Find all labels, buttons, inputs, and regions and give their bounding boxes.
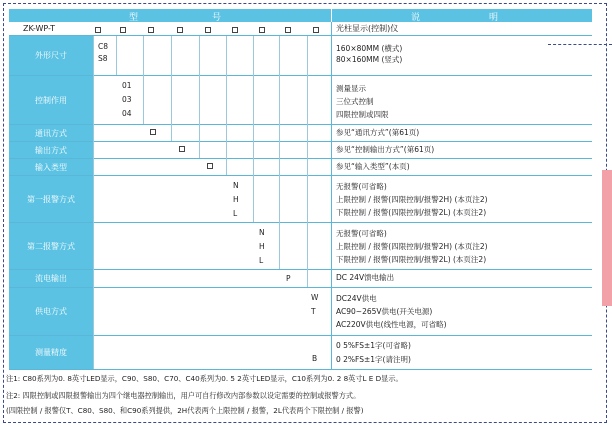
code-alarm1 xyxy=(233,179,239,221)
header-desc-char-2: 明 xyxy=(489,13,499,23)
header-desc-char-1: 说 xyxy=(411,13,421,23)
row-line xyxy=(9,75,592,76)
row-line xyxy=(9,287,592,288)
code-04: 04 xyxy=(122,109,132,118)
row-line xyxy=(9,269,592,270)
desc-line: 160×80MM (横式) xyxy=(336,44,403,53)
grid-line xyxy=(116,36,117,75)
grid-line xyxy=(253,36,254,222)
code-c8: C8 xyxy=(98,42,109,51)
grid-line xyxy=(199,36,200,158)
desc-line: 三位式控制 xyxy=(336,97,374,106)
grid-line xyxy=(226,36,227,175)
slot-box-3 xyxy=(148,27,154,33)
desc-alarm1 xyxy=(336,180,488,219)
comm-box xyxy=(150,129,156,135)
desc-line: DC24V供电 xyxy=(336,294,377,303)
grid-line xyxy=(143,36,144,124)
row-label-feed: 流电输出 xyxy=(9,270,93,287)
slot-box-8 xyxy=(285,27,291,33)
code-n: N xyxy=(233,181,239,190)
desc-comm: 参见“通讯方式”(第61页) xyxy=(336,128,420,137)
row-line xyxy=(9,175,592,176)
desc-alarm2 xyxy=(336,227,488,266)
side-tab xyxy=(602,170,612,306)
row-line xyxy=(9,369,592,370)
code-accuracy: B xyxy=(312,354,318,363)
code-01: 01 xyxy=(122,81,132,90)
desc-line: 上限控制 / 报警(四限控制/报警2H) (本页注2) xyxy=(336,195,488,204)
header-model xyxy=(9,9,331,22)
code-h: H xyxy=(233,195,239,204)
desc-line: 无报警(可省略) xyxy=(336,229,387,238)
row-label-input: 输入类型 xyxy=(9,159,93,175)
desc-line: 0 2%FS±1字(请注明) xyxy=(336,355,411,364)
header-model-char-2: 号 xyxy=(212,13,222,23)
row-label-size: 外形尺寸 xyxy=(9,36,93,75)
code-03: 03 xyxy=(122,95,132,104)
row-line xyxy=(9,35,592,36)
desc-line: 测量显示 xyxy=(336,84,366,93)
row-label-power: 供电方式 xyxy=(9,288,93,335)
desc-line: 四限控制或四限 xyxy=(336,110,389,119)
code-w: W xyxy=(311,293,319,302)
desc-line: 下限控制 / 报警(四限控制/报警2L) (本页注2) xyxy=(336,255,487,264)
note-1: 注1: C80系列为0. 8英寸LED显示，C90、S80、C70、C40系列为0. 5 2英寸LED显示，C10系列为0. 2 8英寸L E D显示。 xyxy=(6,374,403,383)
row-label-control: 控制作用 xyxy=(9,76,93,124)
desc-line: 无报警(可省略) xyxy=(336,182,387,191)
code-feed: P xyxy=(286,274,291,283)
slot-box-9 xyxy=(313,27,319,33)
model-code: ZK-WP-T xyxy=(23,24,56,33)
row-line xyxy=(9,124,592,125)
code-power xyxy=(311,291,318,319)
desc-line: 上限控制 / 报警(四限控制/报警2H) (本页注2) xyxy=(336,242,488,251)
grid-line xyxy=(279,36,280,269)
slot-box-7 xyxy=(259,27,265,33)
row-line xyxy=(9,335,592,336)
desc-line: 80×160MM (竖式) xyxy=(336,55,403,64)
slot-box-6 xyxy=(232,27,238,33)
row-label-alarm1: 第一报警方式 xyxy=(9,176,93,222)
input-box xyxy=(207,163,213,169)
row-label-alarm2: 第二报警方式 xyxy=(9,223,93,269)
desc-line: 下限控制 / 报警(四限控制/报警2L) (本页注2) xyxy=(336,208,487,217)
code-l: L xyxy=(233,209,238,218)
slot-box-5 xyxy=(205,27,211,33)
slot-box-4 xyxy=(177,27,183,33)
desc-output: 参见“控制输出方式”(第61页) xyxy=(336,145,435,154)
code-n: N xyxy=(259,228,265,237)
header-description xyxy=(332,9,592,22)
row-line xyxy=(9,158,592,159)
grid-line xyxy=(307,36,308,287)
code-t: T xyxy=(311,307,316,316)
grid-line xyxy=(171,36,172,141)
grid-line xyxy=(93,36,94,369)
slot-box-2 xyxy=(120,27,126,33)
code-l: L xyxy=(259,256,264,265)
code-h: H xyxy=(259,242,265,251)
slot-box-1 xyxy=(95,27,101,33)
row-line xyxy=(9,222,592,223)
desc-feed: DC 24V馈电输出 xyxy=(336,273,395,282)
model-table xyxy=(9,9,592,369)
row-label-comm: 通讯方式 xyxy=(9,125,93,141)
header-model-char-1: 型 xyxy=(129,13,139,23)
desc-line: 0 5%FS±1字(可省略) xyxy=(336,341,411,350)
desc-input: 参见“输入类型”(本页) xyxy=(336,162,410,171)
row-line xyxy=(9,141,592,142)
row-label-accuracy: 测量精度 xyxy=(9,336,93,369)
code-size xyxy=(98,41,108,65)
desc-divider xyxy=(331,22,332,369)
code-control xyxy=(122,79,132,121)
note-3: (四限控制 / 报警仅T、C80、S80、和C90系列提供，2H代表两个上限控制 / 报警，2L代表两个下限控制 / 报警) xyxy=(6,406,364,415)
code-s8: S8 xyxy=(98,54,108,63)
desc-line: AC90~265V供电(开关电源) xyxy=(336,307,433,316)
model-description: 光柱显示(控制)仪 xyxy=(336,24,399,33)
desc-power xyxy=(336,292,447,331)
desc-accuracy xyxy=(336,339,411,367)
desc-line: AC220V供电(线性电源，可省略) xyxy=(336,320,447,329)
row-label-output: 输出方式 xyxy=(9,142,93,158)
note-2: 注2: 四限控制或四限报警输出为四个继电器控制输出，用户可自行修改内部参数以设定需要的控制或报警方式。 xyxy=(6,391,361,400)
code-alarm2 xyxy=(259,226,265,268)
desc-size xyxy=(336,43,402,65)
desc-control xyxy=(336,82,389,121)
output-box xyxy=(179,146,185,152)
